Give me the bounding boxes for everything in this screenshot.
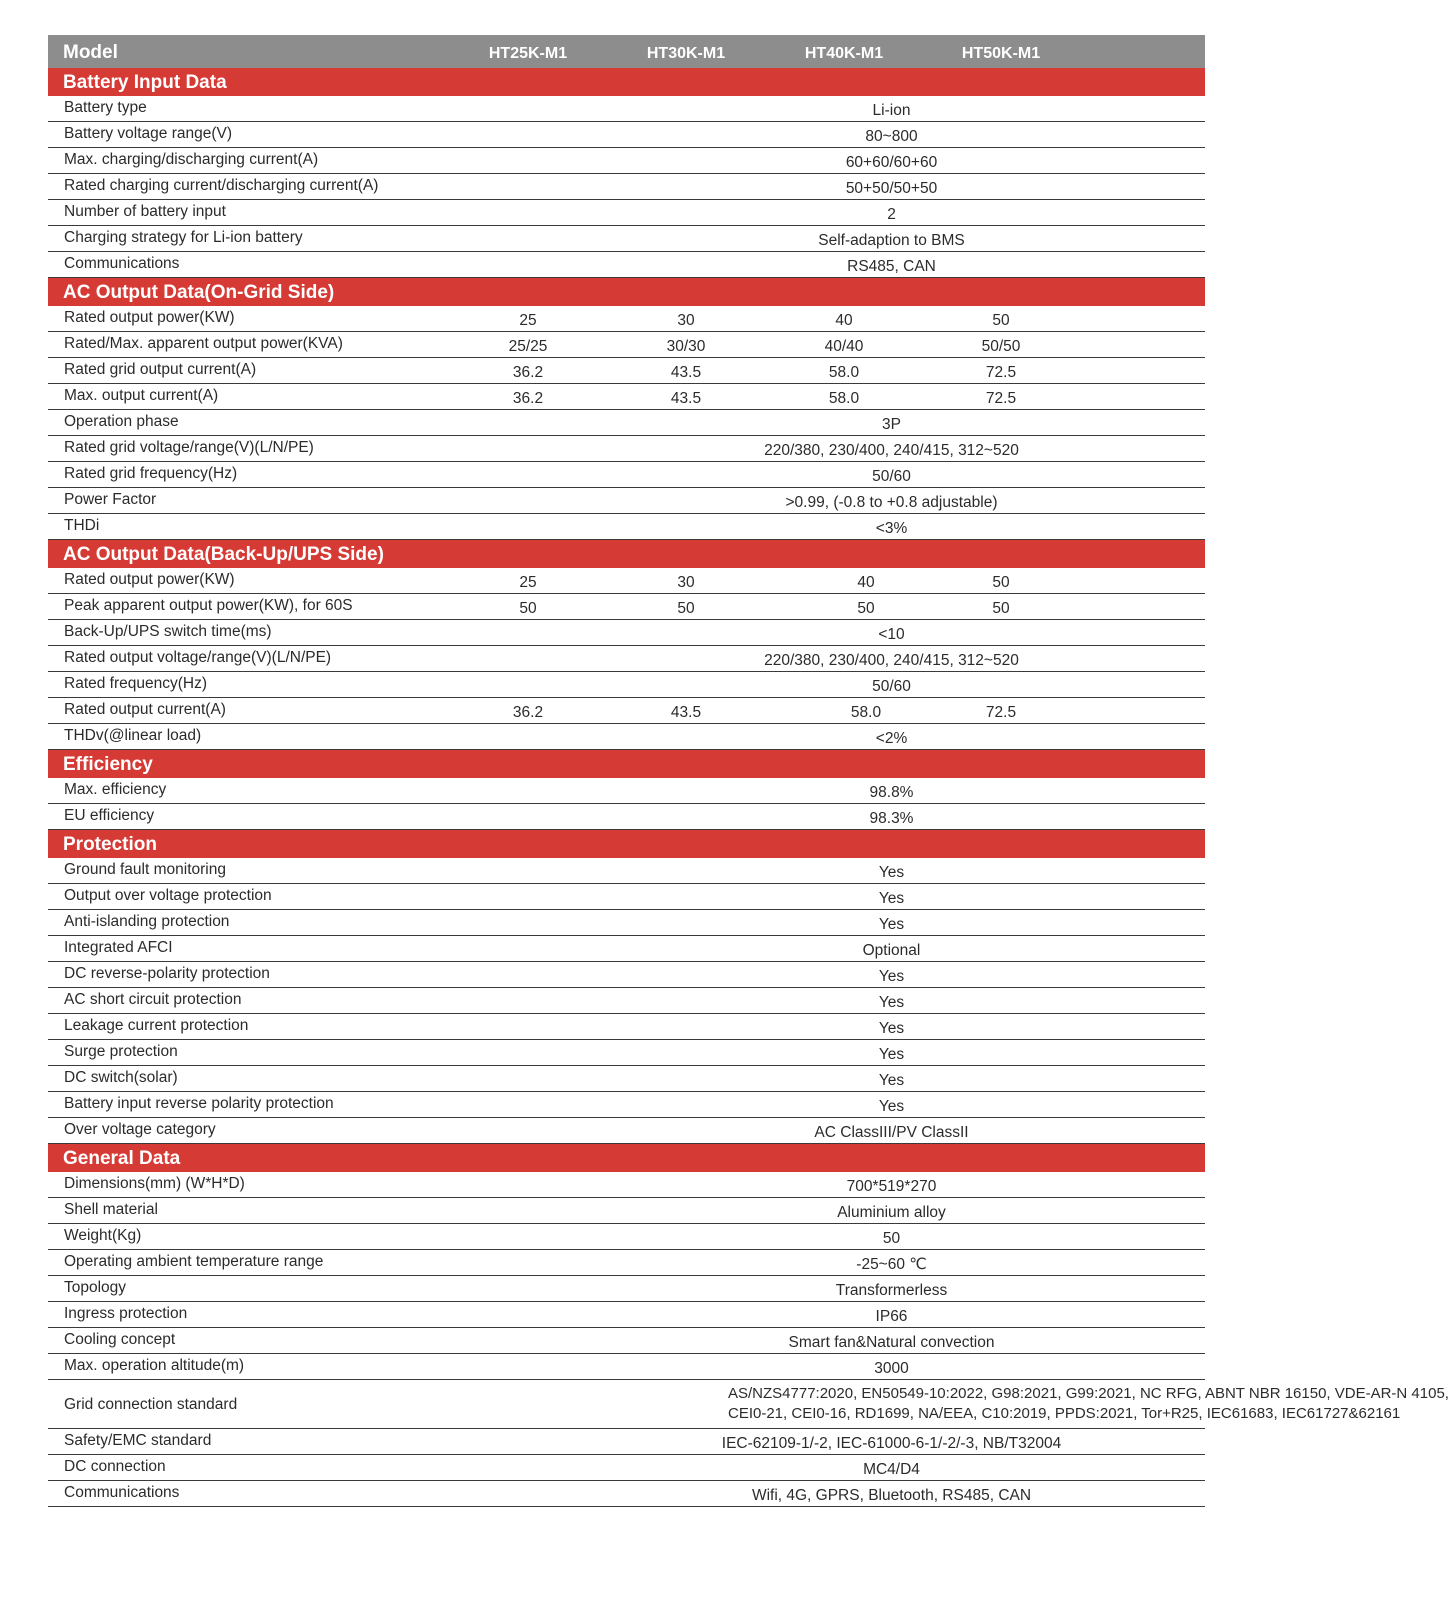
spec-row: [48, 962, 1205, 988]
spec-label: AC short circuit protection: [64, 991, 242, 1008]
spec-value: 700*519*270: [846, 1178, 937, 1195]
spec-cell: 43.5: [670, 704, 702, 721]
spec-label: DC connection: [64, 1458, 166, 1475]
spec-row: [48, 488, 1205, 514]
spec-value: Yes: [878, 968, 905, 985]
spec-value: Yes: [878, 1072, 905, 1089]
spec-label: Integrated AFCI: [64, 939, 173, 956]
spec-row: [48, 462, 1205, 488]
spec-row: [48, 910, 1205, 936]
spec-label: Charging strategy for Li-ion battery: [64, 229, 303, 246]
spec-row: [48, 1040, 1205, 1066]
spec-cell: 72.5: [985, 364, 1017, 381]
spec-cell: 50: [992, 574, 1010, 591]
spec-label: Rated/Max. apparent output power(KVA): [64, 335, 343, 352]
spec-value: 50/60: [872, 468, 911, 485]
spec-label: Dimensions(mm) (W*H*D): [64, 1175, 245, 1192]
spec-row: [48, 778, 1205, 804]
spec-cell: 50: [992, 312, 1010, 329]
spec-row: [48, 646, 1205, 672]
spec-label: Battery input reverse polarity protection: [64, 1095, 334, 1112]
spec-row: [48, 988, 1205, 1014]
model-name: HT50K-M1: [961, 45, 1041, 62]
spec-value: 3000: [874, 1360, 909, 1377]
spec-row: [48, 1354, 1205, 1380]
spec-value: MC4/D4: [863, 1461, 920, 1478]
spec-label: Weight(Kg): [64, 1227, 142, 1244]
spec-label: Rated output voltage/range(V)(L/N/PE): [64, 649, 332, 666]
spec-table: [48, 35, 1449, 1507]
spec-cell: 40: [857, 574, 875, 591]
spec-row: [48, 1224, 1205, 1250]
spec-value: 220/380, 230/400, 240/415, 312~520: [764, 652, 1019, 669]
spec-row: [48, 804, 1205, 830]
spec-value: 50+50/50+50: [845, 180, 938, 197]
spec-cell: 72.5: [985, 704, 1017, 721]
spec-row: [48, 1429, 1205, 1455]
spec-label: Max. efficiency: [64, 781, 167, 798]
spec-row: [48, 148, 1205, 174]
spec-cell: 50/50: [981, 338, 1021, 355]
spec-row: [48, 1328, 1205, 1354]
spec-cell: 58.0: [850, 704, 882, 721]
spec-row: [48, 514, 1205, 540]
spec-row: [48, 1455, 1205, 1481]
spec-cell: 30: [677, 574, 695, 591]
spec-label: Cooling concept: [64, 1331, 176, 1348]
spec-label: Safety/EMC standard: [64, 1432, 212, 1449]
spec-cell: 25: [519, 312, 537, 329]
spec-cell: 40: [835, 312, 853, 329]
spec-row: [48, 122, 1205, 148]
spec-label: Surge protection: [64, 1043, 178, 1060]
spec-label: Ingress protection: [64, 1305, 188, 1322]
spec-row: [48, 252, 1205, 278]
spec-label: Battery voltage range(V): [64, 125, 233, 142]
spec-value: Yes: [878, 994, 905, 1011]
model-header-row: [48, 35, 1205, 68]
spec-row: [48, 936, 1205, 962]
spec-label: Operating ambient temperature range: [64, 1253, 324, 1270]
spec-label: Rated output current(A): [64, 701, 226, 718]
spec-value: Li-ion: [872, 102, 911, 119]
spec-cell: 50: [857, 600, 875, 617]
spec-row: [48, 1276, 1205, 1302]
spec-label: Rated frequency(Hz): [64, 675, 208, 692]
spec-value: AC ClassIII/PV ClassII: [814, 1124, 969, 1141]
spec-value: <10: [878, 626, 905, 643]
model-label: Model: [63, 42, 118, 63]
spec-value: Smart fan&Natural convection: [788, 1334, 995, 1351]
spec-label: Max. charging/discharging current(A): [64, 151, 319, 168]
spec-row: [48, 1066, 1205, 1092]
spec-value: Transformerless: [835, 1282, 948, 1299]
spec-row: [48, 858, 1205, 884]
spec-value: Wifi, 4G, GPRS, Bluetooth, RS485, CAN: [751, 1487, 1032, 1504]
spec-label: Back-Up/UPS switch time(ms): [64, 623, 272, 640]
spec-value-line: AS/NZS4777:2020, EN50549-10:2022, G98:2021, G99:2021, NC RFG, ABNT NBR 16150, VDE-AR-N 4105,: [728, 1385, 1449, 1402]
spec-label: DC switch(solar): [64, 1069, 178, 1086]
spec-label: Communications: [64, 1484, 180, 1501]
spec-value: 80~800: [865, 128, 918, 145]
spec-row: [48, 724, 1205, 750]
spec-value: <3%: [875, 520, 908, 537]
model-name: HT30K-M1: [646, 45, 726, 62]
spec-cell: 50: [992, 600, 1010, 617]
spec-row: [48, 306, 1205, 332]
spec-row: [48, 1014, 1205, 1040]
spec-row: [48, 410, 1205, 436]
spec-value: Yes: [878, 864, 905, 881]
spec-value: [358, 1384, 1449, 1424]
spec-value: 2: [887, 206, 896, 223]
section-header: Efficiency: [48, 750, 1205, 778]
spec-label: Rated grid voltage/range(V)(L/N/PE): [64, 439, 314, 456]
spec-row: [48, 174, 1205, 200]
spec-row: [48, 200, 1205, 226]
spec-label: Max. output current(A): [64, 387, 219, 404]
spec-label: Communications: [64, 255, 180, 272]
section-header: AC Output Data(On-Grid Side): [48, 278, 1205, 306]
spec-row: [48, 1172, 1205, 1198]
spec-cell: 58.0: [828, 390, 860, 407]
spec-value: RS485, CAN: [847, 258, 936, 275]
spec-row: [48, 884, 1205, 910]
spec-row: [48, 1198, 1205, 1224]
spec-value: Self-adaption to BMS: [818, 232, 965, 249]
spec-cell: 30/30: [666, 338, 706, 355]
spec-label: Max. operation altitude(m): [64, 1357, 245, 1374]
spec-cell: 58.0: [828, 364, 860, 381]
spec-cell: 72.5: [985, 390, 1017, 407]
spec-value: >0.99, (-0.8 to +0.8 adjustable): [785, 494, 998, 511]
spec-label: Peak apparent output power(KW), for 60S: [64, 597, 353, 614]
spec-value: Aluminium alloy: [837, 1204, 946, 1221]
spec-label: Anti-islanding protection: [64, 913, 230, 930]
spec-row: [48, 1118, 1205, 1144]
spec-value: Yes: [878, 890, 905, 907]
spec-label: Rated charging current/discharging current(A): [64, 177, 379, 194]
spec-value: 220/380, 230/400, 240/415, 312~520: [764, 442, 1019, 459]
spec-cell: 43.5: [670, 390, 702, 407]
section-header: AC Output Data(Back-Up/UPS Side): [48, 540, 1205, 568]
spec-cell: 25/25: [508, 338, 548, 355]
spec-value: 98.3%: [869, 810, 914, 827]
spec-cell: 40/40: [824, 338, 864, 355]
spec-label: Shell material: [64, 1201, 158, 1218]
spec-row: [48, 1092, 1205, 1118]
section-header: Protection: [48, 830, 1205, 858]
spec-value: 3P: [882, 416, 901, 433]
spec-row: [48, 568, 1205, 594]
spec-label: Output over voltage protection: [64, 887, 272, 904]
spec-label: Operation phase: [64, 413, 179, 430]
spec-row: [48, 672, 1205, 698]
spec-cell: 36.2: [512, 364, 544, 381]
spec-value: <2%: [875, 730, 908, 747]
spec-label: Power Factor: [64, 491, 157, 508]
spec-value: 60+60/60+60: [845, 154, 938, 171]
spec-value: IP66: [875, 1308, 908, 1325]
spec-label: Rated output power(KW): [64, 309, 235, 326]
spec-row: [48, 332, 1205, 358]
spec-row: [48, 96, 1205, 122]
spec-label: EU efficiency: [64, 807, 155, 824]
model-name: HT40K-M1: [804, 45, 884, 62]
spec-cell: 50: [677, 600, 695, 617]
model-name: HT25K-M1: [488, 45, 568, 62]
spec-cell: 36.2: [512, 704, 544, 721]
spec-label: Over voltage category: [64, 1121, 216, 1138]
spec-value: Yes: [878, 916, 905, 933]
spec-label: THDi: [64, 517, 100, 534]
spec-label: Number of battery input: [64, 203, 226, 220]
spec-label: Topology: [64, 1279, 127, 1296]
spec-label: Leakage current protection: [64, 1017, 249, 1034]
spec-row: [48, 1250, 1205, 1276]
section-header: Battery Input Data: [48, 68, 1205, 96]
spec-value: IEC-62109-1/-2, IEC-61000-6-1/-2/-3, NB/T32004: [721, 1435, 1062, 1452]
section-header: General Data: [48, 1144, 1205, 1172]
spec-row: [48, 1380, 1449, 1429]
spec-cell: 36.2: [512, 390, 544, 407]
spec-cell: 43.5: [670, 364, 702, 381]
spec-row: [48, 1481, 1205, 1507]
spec-label: Rated grid output current(A): [64, 361, 257, 378]
spec-value: -25~60 ℃: [856, 1256, 927, 1273]
spec-value: 50: [882, 1230, 901, 1247]
spec-value: 50/60: [872, 678, 911, 695]
spec-cell: 30: [677, 312, 695, 329]
spec-row: [48, 226, 1205, 252]
spec-label: Ground fault monitoring: [64, 861, 226, 878]
spec-value-line: CEI0-21, CEI0-16, RD1699, NA/EEA, C10:2019, PPDS:2021, Tor+R25, IEC61683, IEC61727&62161: [728, 1405, 1401, 1422]
spec-row: [48, 358, 1205, 384]
spec-label: THDv(@linear load): [64, 727, 202, 744]
spec-label: Rated grid frequency(Hz): [64, 465, 238, 482]
spec-label: DC reverse-polarity protection: [64, 965, 270, 982]
spec-row: [48, 1302, 1205, 1328]
spec-value: Optional: [862, 942, 921, 959]
spec-value: Yes: [878, 1098, 905, 1115]
spec-row: [48, 594, 1205, 620]
spec-label: Rated output power(KW): [64, 571, 235, 588]
spec-value: Yes: [878, 1020, 905, 1037]
spec-row: [48, 620, 1205, 646]
spec-row: [48, 698, 1205, 724]
spec-value: Yes: [878, 1046, 905, 1063]
spec-row: [48, 436, 1205, 462]
spec-row: [48, 384, 1205, 410]
spec-value: 98.8%: [869, 784, 914, 801]
spec-cell: 50: [519, 600, 537, 617]
spec-label: Battery type: [64, 99, 147, 116]
spec-cell: 25: [519, 574, 537, 591]
spec-label: Grid connection standard: [64, 1396, 238, 1413]
